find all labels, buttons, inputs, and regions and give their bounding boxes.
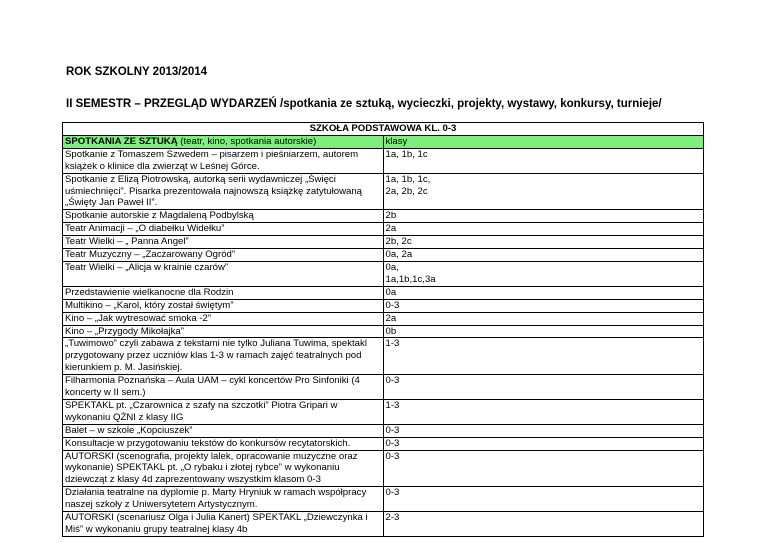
table-row xyxy=(63,236,704,249)
classes-value: 1-3 xyxy=(385,399,400,411)
event-classes xyxy=(383,210,704,223)
event-description: Spotkanie z Tomaszem Szwedem – pisarzem i pieśniarzem, autorem książek o klinice dla zwierząt w Leśnej Górce. xyxy=(63,148,384,173)
event-description: AUTORSKI (scenariusz Olga i Julia Kanert) SPEKTAKL „Dziewczynka i Miś” w wykonaniu grupy teatralnej klasy 4b xyxy=(63,512,384,537)
event-description: Teatr Wielki – „Alicja w krainie czarów” xyxy=(63,261,384,286)
event-classes xyxy=(383,312,704,325)
table-row xyxy=(63,437,704,450)
event-description: Balet – w szkole „Kopciuszek” xyxy=(63,424,384,437)
classes-value: 1-3 xyxy=(385,338,400,350)
school-year-title: ROK SZKOLNY 2013/2014 xyxy=(66,66,208,78)
event-classes xyxy=(383,325,704,338)
event-description: Teatr Muzyczny – „Zaczarowany Ogród” xyxy=(63,249,384,262)
events-table xyxy=(62,122,704,537)
table-row xyxy=(63,512,704,537)
section-title xyxy=(63,135,384,148)
classes-value: 2b xyxy=(385,210,397,222)
classes-value: 0a, xyxy=(385,261,399,273)
section-title-rest: (teatr, kino, spotkania autorskie) xyxy=(177,135,317,147)
classes-value: 0a xyxy=(385,286,397,298)
event-description: Filharmonia Poznańska – Aula UAM – cykl koncertów Pro Sinfoniki (4 koncerty w II sem.) xyxy=(63,375,384,400)
classes-value: 2a xyxy=(385,312,397,324)
classes-value: 2-3 xyxy=(385,512,400,524)
classes-value: 1a, 1b, 1c, xyxy=(385,173,431,185)
event-classes xyxy=(383,450,704,487)
classes-value: 0-3 xyxy=(385,375,400,387)
event-classes xyxy=(383,299,704,312)
event-classes xyxy=(383,249,704,262)
event-description: Konsultacje w przygotowaniu tekstów do konkursów recytatorskich. xyxy=(63,437,384,450)
event-classes xyxy=(383,286,704,299)
table-row xyxy=(63,487,704,512)
classes-value: 2a, 2b, 2c xyxy=(385,185,428,197)
table-row xyxy=(63,249,704,262)
classes-value: 1a,1b,1c,3a xyxy=(385,273,436,285)
classes-value: 0-3 xyxy=(385,299,400,311)
table-row xyxy=(63,450,704,487)
event-classes xyxy=(383,437,704,450)
table-row xyxy=(63,399,704,424)
table-row xyxy=(63,299,704,312)
event-description: Teatr Wielki – „ Panna Angel” xyxy=(63,236,384,249)
event-classes xyxy=(383,223,704,236)
table-row xyxy=(63,223,704,236)
event-classes xyxy=(383,338,704,375)
table-row xyxy=(63,325,704,338)
event-description: Spotkanie z Elizą Piotrowską, autorką serii wydawniczej „Święci uśmiechnięci”. Pisarka prezentowała najnowszą książkę zatytułowaną „Święty Jan Paweł II”. xyxy=(63,173,384,210)
event-description: „Tuwimowo” czyli zabawa z tekstami nie tylko Juliana Tuwima, spektakl przygotowany przez uczniów klas 1-3 w ramach zajęć teatralnych pod kierunkiem p. M. Jasińskiej. xyxy=(63,338,384,375)
event-classes xyxy=(383,236,704,249)
classes-header: klasy xyxy=(383,135,704,148)
section-title-bold: SPOTKANIA ZE SZTUKĄ xyxy=(65,135,178,147)
table-row xyxy=(63,173,704,210)
event-classes xyxy=(383,399,704,424)
event-description: Teatr Animacji – „O diabełku Widełku” xyxy=(63,223,384,236)
classes-value: 1a, 1b, 1c xyxy=(385,148,428,160)
classes-value: 0a, 2a xyxy=(385,249,413,261)
school-header: SZKOŁA PODSTAWOWA KL. 0-3 xyxy=(63,123,704,136)
table-row xyxy=(63,148,704,173)
event-description: Spotkanie autorskie z Magdaleną Podbylską xyxy=(63,210,384,223)
event-description: Działania teatralne na dyplomie p. Marty Hryniuk w ramach współpracy naszej szkoły z Uniwersytetem Artystycznym. xyxy=(63,487,384,512)
table-row xyxy=(63,261,704,286)
table-row xyxy=(63,375,704,400)
event-description: Multikino – „Karol, który został świętym” xyxy=(63,299,384,312)
event-description: SPEKTAKL pt. „Czarownica z szafy na szczotki” Piotra Gripari w wykonaniu QŻNI z klasy IIG xyxy=(63,399,384,424)
classes-value: 0-3 xyxy=(385,450,400,462)
classes-value: 2a xyxy=(385,223,397,235)
table-row xyxy=(63,286,704,299)
event-classes xyxy=(383,148,704,173)
table-row xyxy=(63,312,704,325)
classes-value: 0-3 xyxy=(385,437,400,449)
event-classes xyxy=(383,487,704,512)
event-classes xyxy=(383,375,704,400)
event-description: Kino – „Przygody Mikołajka” xyxy=(63,325,384,338)
classes-value: 2b, 2c xyxy=(385,236,412,248)
event-classes xyxy=(383,424,704,437)
classes-value: 0-3 xyxy=(385,487,400,499)
table-row xyxy=(63,210,704,223)
classes-value: 0-3 xyxy=(385,424,400,436)
section-header-row xyxy=(63,135,704,148)
event-classes xyxy=(383,261,704,286)
semester-title: II SEMESTR – PRZEGLĄD WYDARZEŃ /spotkania ze sztuką, wycieczki, projekty, wystawy, konkursy, turnieje/ xyxy=(66,98,662,110)
event-description: Przedstawienie wielkanocne dla Rodzin xyxy=(63,286,384,299)
event-classes xyxy=(383,512,704,537)
school-header-row xyxy=(63,123,704,136)
event-classes xyxy=(383,173,704,210)
classes-value: 0b xyxy=(385,325,397,337)
table-row xyxy=(63,424,704,437)
event-description: AUTORSKI (scenografia, projekty lalek, opracowanie muzyczne oraz wykonanie) SPEKTAKL pt. „O rybaku i złotej rybce” w wykonaniu dziewcząt z klasy 4d zaprezentowany wszystkim klasom 0-3 xyxy=(63,450,384,487)
event-description: Kino – „Jak wytresować smoka -2” xyxy=(63,312,384,325)
table-row xyxy=(63,338,704,375)
